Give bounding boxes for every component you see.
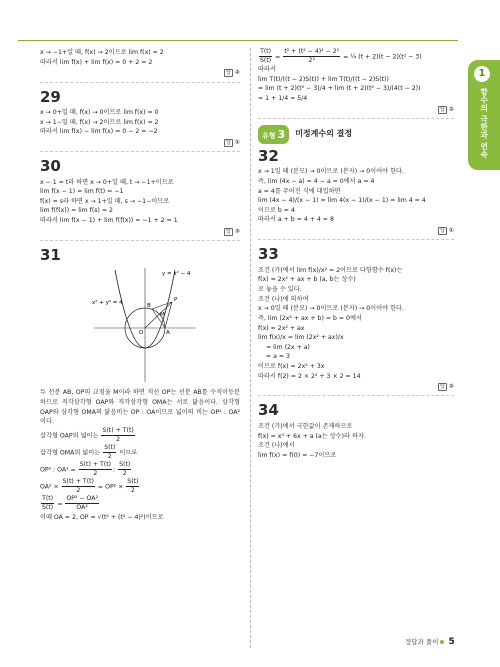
footer-label: 정답과 풀이 <box>405 638 439 646</box>
fraction: $\frac{S(t) + T(t)}{2}$ <box>79 461 112 478</box>
page-footer <box>405 636 455 650</box>
p33-line-2: f(x) = 2x² + ax + b (a, b는 상수) <box>258 276 356 284</box>
p33-line-5: x → 0일 때 (분모) → 0이므로 (분자) → 0이어야 한다. <box>258 305 404 313</box>
fraction: $\frac{S(t) + T(t)}{2}$ <box>62 478 94 495</box>
fraction: $\frac{T(t)}{S(t)}$ <box>260 48 272 65</box>
separator <box>40 82 240 83</box>
type-title: 미정계수의 결정 <box>295 129 353 139</box>
point-p-label: P <box>174 297 178 304</box>
page-number: 5 <box>448 637 455 647</box>
p31-area-oap: 삼각형 OAP의 넓이는 $\frac{S(t) + T(t)}{2}$ <box>40 426 134 443</box>
p34-line-3: 조건 (나)에서 <box>258 442 295 450</box>
fraction: $\frac{S(t)}{2}$ <box>104 444 116 461</box>
p32-line-1: x → 1일 때 (분모) → 0이므로 (분자) → 0이어야 한다. <box>258 168 404 176</box>
fraction: $\frac{T(t)}{S(t)}$ <box>42 495 54 512</box>
intro-line-2: 따라서 lim f(x) + lim f(x) = 0 + 2 = 2 <box>40 58 153 66</box>
limit-line-1: lim T(t)/((t − 2)S(t)) + lim T(t)/((t − 2)S(t)) <box>258 75 389 83</box>
left-column <box>40 48 240 522</box>
circle-label: x² + y² = 4 <box>92 300 123 307</box>
parabola-circle-graph <box>90 266 200 384</box>
p31-area-oma: 삼각형 OMA의 넓이는 $\frac{S(t)}{2}$ 이므로 <box>40 444 138 461</box>
separator <box>40 240 240 241</box>
fraction: $\frac{\text{OP² − OA²}}{\text{OA²}}$ <box>66 495 98 512</box>
p29-line-1: x → 0+일 때, f(x) → 0이므로 lim f(x) = 0 <box>40 109 159 117</box>
answer-mark: 답 <box>440 384 445 391</box>
p29-line-3: 따라서 lim f(x) − lim f(x) = 0 − 2 = −2 <box>40 128 158 136</box>
answer-mark: 답 <box>226 228 231 235</box>
p30-line-3: f(x) = s라 하면 x → 1+일 때, s → −1−이므로 <box>40 197 170 205</box>
p34-line-2: f(x) = x³ + 6x + a (a는 상수)라 하자. <box>258 432 366 440</box>
therefore-label: 따라서 <box>258 66 276 74</box>
p31-final-line: 이때 OA = 2, OP = √(t² + (t² − 4)²)이므로 <box>40 513 164 521</box>
top-rule <box>18 40 458 41</box>
p30-line-1: x − 1 = t라 하면 x → 0+일 때, t → −1+이므로 <box>40 178 174 186</box>
fraction: $\frac{\text{t² + (t² − 4)² − 2²}}{\text{2²}}$ <box>284 48 340 65</box>
p33-line-8: lim f(x)/x = lim (2x² + ax)/x <box>258 334 344 342</box>
p30-answer: 답 ③ <box>226 227 240 235</box>
p33-line-6: 즉, lim (2x² + ax + b) = b = 0에서 <box>258 314 362 322</box>
p34-line-1: 조건 (가)에서 극한값이 존재하므로 <box>258 422 353 430</box>
point-a-label: A <box>166 330 170 337</box>
top-ratio: $\frac{T(t)}{S(t)}$ = $\frac{\text{t² + (t² − 4)² − 2²}}{\text{2²}}$ = ¼ (t + 2)(t − 2)(t² − 3) <box>260 48 422 65</box>
p32-line-4: lim (4x − 4)/(x − 1) = lim 4(x − 1)/(x − 1) = lim 4 = 4 <box>258 197 426 205</box>
right-column <box>258 48 454 460</box>
p30-line-5: 따라서 lim f(x − 1) + lim f(f(x)) = −1 + 2 = 1 <box>40 217 178 225</box>
p33-answer: 답 ② <box>440 383 454 391</box>
chapter-title: 함수의 극한과 연속 <box>479 88 489 159</box>
answer-mark: 답 <box>226 139 231 146</box>
limit-line-3: = 1 + 1/4 = 5/4 <box>258 94 308 102</box>
p34-line-4: lim f(x) = f(0) = −7이므로 <box>258 451 337 459</box>
p29-answer: 답 ① <box>226 138 240 146</box>
p32-line-6: 따라서 a + b = 4 + 4 = 8 <box>258 216 334 224</box>
p31-oa-eq: OA² × $\frac{S(t) + T(t)}{2}$ = OP² × $\frac{S(t)}{2}$ <box>40 478 139 495</box>
fraction: $\frac{S(t) + T(t)}{2}$ <box>102 426 134 443</box>
point-m-label: M <box>160 312 165 319</box>
origin-label: O <box>139 330 144 337</box>
problem-number-30: 30 <box>40 157 61 176</box>
p32-line-2: 즉, lim (4x − a) = 4 − a = 0에서 a = 4 <box>258 178 375 186</box>
p33-line-9: = lim (2x + a) <box>266 343 310 351</box>
p31-explanation: 두 선분 AB, OP의 교점을 M이라 하면 직선 OP는 선분 AB를 수직이등분하므로 직각삼각형 OAP와 직각삼각형 OMA는 서로 닮음이다. 삼각형 OAP와 삼각형 OMA의 닮음비는 OP : OA이므로 넓이의 비는 OP² : OA²이다. <box>40 389 240 426</box>
problem-number-33: 33 <box>258 245 279 264</box>
p32-line-5: 이므로 b = 4 <box>258 206 295 214</box>
separator <box>258 395 454 396</box>
chapter-number: 1 <box>474 66 490 82</box>
answer-mark: 답 <box>226 70 231 77</box>
footer-dot <box>440 640 444 644</box>
chapter-side-tab[interactable] <box>468 60 500 170</box>
p33-line-7: f(x) = 2x² + ax <box>258 324 305 332</box>
problem-number-31: 31 <box>40 245 61 264</box>
separator <box>258 239 454 240</box>
column-divider <box>250 48 251 648</box>
fraction: $\frac{S(t)}{2}$ <box>119 461 131 478</box>
p33-line-4: 조건 (나)에 의하여 <box>258 295 309 303</box>
type-badge: 유형 3 <box>258 125 289 144</box>
curve-label: y = x² − 4 <box>162 271 191 278</box>
problem-number-29: 29 <box>40 87 61 106</box>
segment-pa <box>165 302 172 328</box>
p30-line-4: lim f(f(x)) = lim f(s) = 2 <box>40 207 113 215</box>
p32-answer: 답 ① <box>440 227 454 235</box>
answer-mark: 답 <box>440 106 445 113</box>
answer-mark: 답 <box>440 228 445 235</box>
point-b-label: B <box>147 303 151 310</box>
fraction: $\frac{S(t)}{2}$ <box>127 478 139 495</box>
separator <box>40 151 240 152</box>
p29-line-2: x → 1−일 때, f(x) → 2이므로 lim f(x) = 2 <box>40 118 159 126</box>
p31-tt-ratio: $\frac{T(t)}{S(t)}$ = $\frac{\text{OP² − OA²}}{\text{OA²}}$ <box>42 495 98 512</box>
segment-pb <box>152 302 172 309</box>
limit-line-2: = lim (t + 2)(t² − 3)/4 + lim (t + 2)(t² − 3)/(4(t − 2)) <box>258 85 421 93</box>
p32-line-3: a = 4를 주어진 식에 대입하면 <box>258 187 341 195</box>
p33-line-3: 로 놓을 수 있다. <box>258 286 302 294</box>
problem-number-32: 32 <box>258 146 279 165</box>
p33-line-10: = a = 3 <box>266 353 290 361</box>
separator <box>258 118 454 119</box>
type-header <box>258 125 454 144</box>
problem-number-34: 34 <box>258 401 279 420</box>
intro-answer: 답 ② <box>226 69 240 77</box>
p33-line-11: 이므로 f(x) = 2x² + 3x <box>258 362 325 370</box>
p33-line-1: 조건 (가)에서 lim f(x)/x² = 2이므로 다항함수 f(x)는 <box>258 266 403 274</box>
p33-line-12: 따라서 f(2) = 2 × 2² + 3 × 2 = 14 <box>258 372 361 380</box>
p30-line-2: lim f(x − 1) = lim f(t) = −1 <box>40 188 124 196</box>
top-answer: 답 ② <box>440 105 454 113</box>
intro-line-1: x → −1+일 때, f(x) → 2이므로 lim f(x) = 2 <box>40 49 164 56</box>
p31-ratio: OP² : OA² = $\frac{S(t) + T(t)}{2}$ : $\frac{S(t)}{2}$ <box>40 461 131 478</box>
